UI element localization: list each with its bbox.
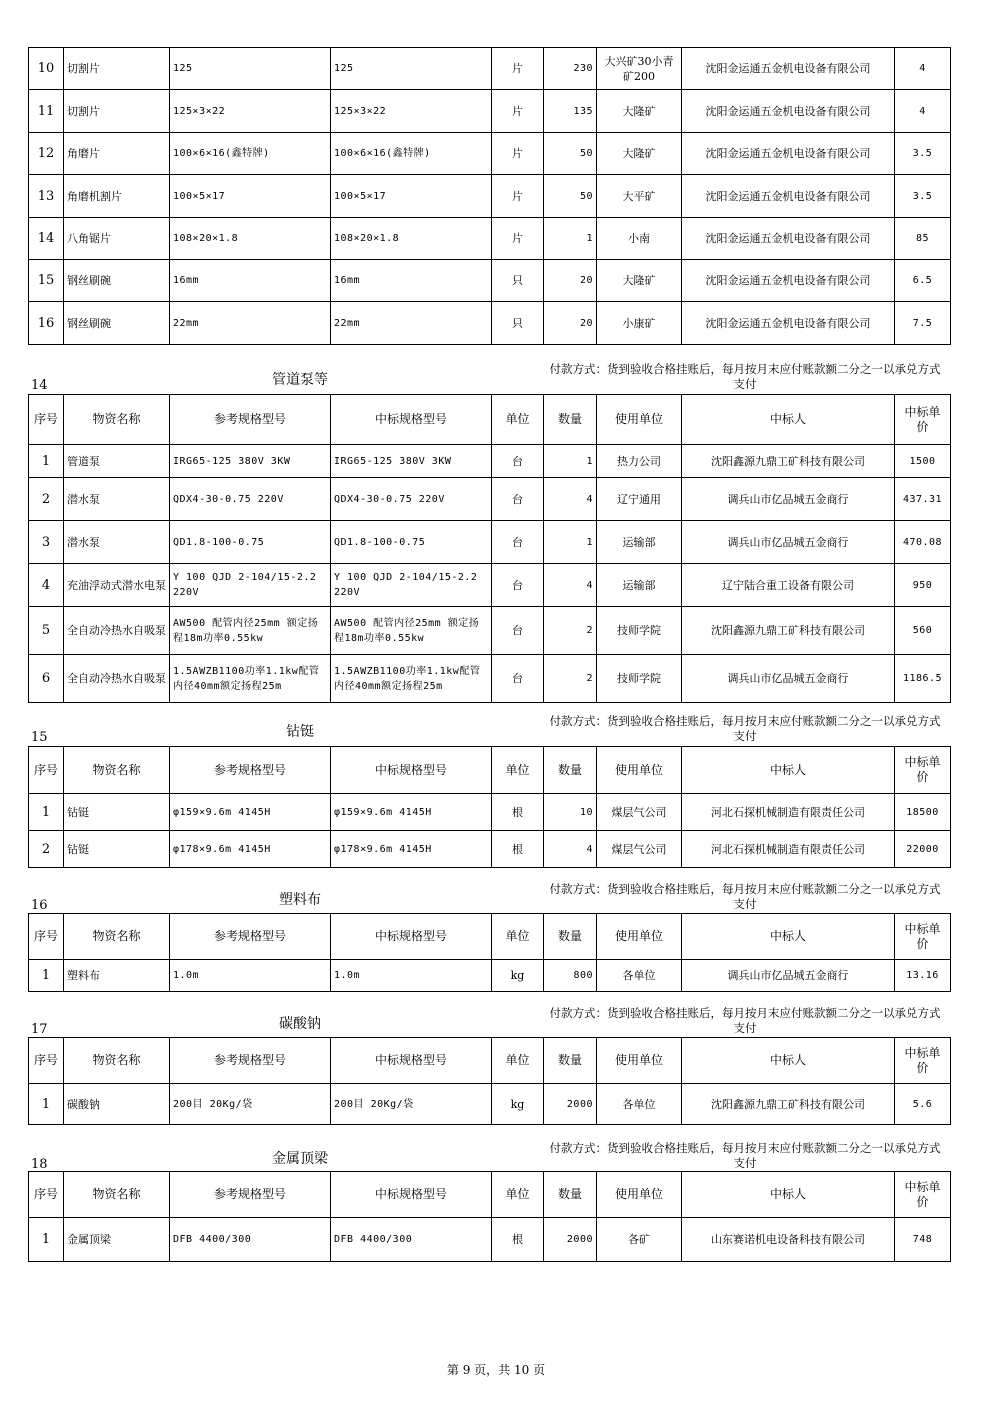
cell-user: 运输部: [597, 564, 682, 607]
header-qty: 数量: [544, 1172, 597, 1218]
cell-qty: 20: [544, 260, 597, 302]
cell-name: 全自动冷热水自吸泵: [64, 655, 170, 703]
cell-user: 大平矿: [597, 175, 682, 218]
cell-qty: 2: [544, 655, 597, 703]
header-bid-spec: 中标规格型号: [331, 914, 492, 960]
cell-winner: 沈阳鑫源九鼎工矿科技有限公司: [682, 607, 895, 655]
cell-price: 5.6: [895, 1084, 951, 1125]
cell-seq: 1: [29, 1218, 64, 1262]
cell-bid-spec: DFB 4400/300: [331, 1218, 492, 1262]
cell-name: 切割片: [64, 90, 170, 133]
cell-unit: 只: [492, 260, 544, 302]
cell-seq: 10: [29, 48, 64, 90]
cell-name: 金属顶梁: [64, 1218, 170, 1262]
cell-name: 潜水泵: [64, 478, 170, 521]
header-seq: 序号: [29, 914, 64, 960]
cell-qty: 2000: [544, 1084, 597, 1125]
table-header-row: [29, 747, 951, 794]
cell-unit: kg: [492, 1084, 544, 1125]
header-bid-spec: 中标规格型号: [331, 395, 492, 445]
cell-qty: 1: [544, 445, 597, 478]
cell-price: 1500: [895, 445, 951, 478]
header-bid-spec: 中标规格型号: [331, 1038, 492, 1084]
cell-user: 小南: [597, 218, 682, 260]
cell-price: 3.5: [895, 175, 951, 218]
cell-name: 钻铤: [64, 831, 170, 868]
cell-user: 大隆矿: [597, 90, 682, 133]
cell-bid-spec: 1.5AWZB1100功率1.1kw配管内径40mm额定扬程25m: [331, 655, 492, 703]
cell-seq: 11: [29, 90, 64, 133]
cell-user: 大隆矿: [597, 260, 682, 302]
cell-seq: 15: [29, 260, 64, 302]
cell-price: 470.08: [895, 521, 951, 564]
cell-unit: 台: [492, 607, 544, 655]
cell-user: 煤层气公司: [597, 794, 682, 831]
cell-ref-spec: 125×3×22: [170, 90, 331, 133]
header-winner: 中标人: [682, 914, 895, 960]
items-table: [28, 746, 951, 868]
cell-seq: 16: [29, 302, 64, 345]
table-row: [29, 445, 951, 478]
table-row: [29, 90, 951, 133]
header-user: 使用单位: [597, 1172, 682, 1218]
header-price: 中标单价: [895, 747, 951, 794]
cell-bid-spec: IRG65-125 380V 3KW: [331, 445, 492, 478]
items-table: [28, 913, 951, 992]
cell-name: 切割片: [64, 48, 170, 90]
cell-ref-spec: 200目 20Kg/袋: [170, 1084, 331, 1125]
section-number: 16: [31, 898, 48, 913]
cell-qty: 800: [544, 960, 597, 992]
cell-bid-spec: φ159×9.6m 4145H: [331, 794, 492, 831]
table-row: [29, 831, 951, 868]
items-table: [28, 1171, 951, 1262]
table-header-row: [29, 914, 951, 960]
cell-name: 碳酸钠: [64, 1084, 170, 1125]
header-winner: 中标人: [682, 395, 895, 445]
cell-winner: 调兵山市亿品城五金商行: [682, 478, 895, 521]
cell-winner: 调兵山市亿品城五金商行: [682, 655, 895, 703]
header-unit: 单位: [492, 914, 544, 960]
cell-user: 煤层气公司: [597, 831, 682, 868]
cell-user: 技师学院: [597, 607, 682, 655]
cell-ref-spec: 100×5×17: [170, 175, 331, 218]
cell-seq: 2: [29, 831, 64, 868]
cell-user: 各单位: [597, 1084, 682, 1125]
cell-qty: 135: [544, 90, 597, 133]
cell-ref-spec: 108×20×1.8: [170, 218, 331, 260]
table-row: [29, 1084, 951, 1125]
cell-name: 钻铤: [64, 794, 170, 831]
cell-ref-spec: 125: [170, 48, 331, 90]
cell-ref-spec: 22mm: [170, 302, 331, 345]
cell-seq: 1: [29, 794, 64, 831]
cell-qty: 50: [544, 175, 597, 218]
section-number: 18: [31, 1157, 48, 1172]
cell-winner: 山东赛诺机电设备科技有限公司: [682, 1218, 895, 1262]
table-row: [29, 260, 951, 302]
cell-unit: kg: [492, 960, 544, 992]
header-name: 物资名称: [64, 914, 170, 960]
cell-unit: 只: [492, 302, 544, 345]
cell-user: 热力公司: [597, 445, 682, 478]
payment-terms: 付款方式：货到验收合格挂账后，每月按月末应付账款额二分之一以承兑方式支付: [549, 362, 941, 391]
table-row: [29, 521, 951, 564]
cell-ref-spec: IRG65-125 380V 3KW: [170, 445, 331, 478]
cell-unit: 台: [492, 521, 544, 564]
table-header-row: [29, 395, 951, 445]
cell-price: 13.16: [895, 960, 951, 992]
cell-unit: 根: [492, 794, 544, 831]
cell-unit: 片: [492, 90, 544, 133]
cell-winner: 沈阳金运通五金机电设备有限公司: [682, 302, 895, 345]
cell-ref-spec: φ159×9.6m 4145H: [170, 794, 331, 831]
cell-ref-spec: 100×6×16(鑫特牌): [170, 133, 331, 175]
cell-winner: 沈阳金运通五金机电设备有限公司: [682, 90, 895, 133]
cell-ref-spec: Y 100 QJD 2-104/15-2.2 220V: [170, 564, 331, 607]
table-row: [29, 1218, 951, 1262]
cell-bid-spec: AW500 配管内径25mm 额定扬程18m功率0.55kw: [331, 607, 492, 655]
cell-user: 运输部: [597, 521, 682, 564]
header-price: 中标单价: [895, 1038, 951, 1084]
cell-user: 技师学院: [597, 655, 682, 703]
cell-bid-spec: φ178×9.6m 4145H: [331, 831, 492, 868]
cell-seq: 6: [29, 655, 64, 703]
header-name: 物资名称: [64, 747, 170, 794]
cell-ref-spec: 1.0m: [170, 960, 331, 992]
header-unit: 单位: [492, 1038, 544, 1084]
cell-bid-spec: 108×20×1.8: [331, 218, 492, 260]
cell-seq: 5: [29, 607, 64, 655]
cell-price: 950: [895, 564, 951, 607]
cell-unit: 根: [492, 831, 544, 868]
cell-unit: 台: [492, 478, 544, 521]
cell-winner: 沈阳金运通五金机电设备有限公司: [682, 175, 895, 218]
cell-price: 4: [895, 90, 951, 133]
header-ref-spec: 参考规格型号: [170, 747, 331, 794]
table-header-row: [29, 1038, 951, 1084]
cell-price: 22000: [895, 831, 951, 868]
cell-unit: 片: [492, 133, 544, 175]
cell-bid-spec: QD1.8-100-0.75: [331, 521, 492, 564]
header-user: 使用单位: [597, 747, 682, 794]
header-seq: 序号: [29, 747, 64, 794]
cell-ref-spec: AW500 配管内径25mm 额定扬程18m功率0.55kw: [170, 607, 331, 655]
section-number: 15: [31, 730, 48, 745]
cell-qty: 1: [544, 218, 597, 260]
header-name: 物资名称: [64, 395, 170, 445]
cell-name: 角磨片: [64, 133, 170, 175]
cell-qty: 10: [544, 794, 597, 831]
table-row: [29, 175, 951, 218]
cell-name: 充油浮动式潜水电泵: [64, 564, 170, 607]
cell-user: 各矿: [597, 1218, 682, 1262]
cell-name: 角磨机割片: [64, 175, 170, 218]
cell-ref-spec: QD1.8-100-0.75: [170, 521, 331, 564]
cell-name: 八角锯片: [64, 218, 170, 260]
header-user: 使用单位: [597, 914, 682, 960]
cell-unit: 根: [492, 1218, 544, 1262]
cell-name: 管道泵: [64, 445, 170, 478]
header-price: 中标单价: [895, 1172, 951, 1218]
cell-unit: 片: [492, 218, 544, 260]
header-ref-spec: 参考规格型号: [170, 1172, 331, 1218]
cell-price: 85: [895, 218, 951, 260]
section-number: 14: [31, 378, 48, 393]
header-bid-spec: 中标规格型号: [331, 1172, 492, 1218]
top-items-table: [28, 47, 951, 345]
section-title: 金属顶梁: [272, 1151, 328, 1167]
section-title: 碳酸钠: [279, 1016, 321, 1032]
cell-name: 钢丝刷碗: [64, 302, 170, 345]
payment-terms: 付款方式：货到验收合格挂账后，每月按月末应付账款额二分之一以承兑方式支付: [549, 882, 941, 911]
cell-qty: 4: [544, 831, 597, 868]
table-row: [29, 607, 951, 655]
cell-qty: 230: [544, 48, 597, 90]
cell-ref-spec: 1.5AWZB1100功率1.1kw配管内径40mm额定扬程25m: [170, 655, 331, 703]
cell-winner: 调兵山市亿品城五金商行: [682, 521, 895, 564]
header-winner: 中标人: [682, 1038, 895, 1084]
cell-seq: 1: [29, 1084, 64, 1125]
cell-seq: 3: [29, 521, 64, 564]
cell-bid-spec: 100×6×16(鑫特牌): [331, 133, 492, 175]
table-header-row: [29, 1172, 951, 1218]
cell-seq: 1: [29, 445, 64, 478]
table-row: [29, 564, 951, 607]
items-table: [28, 394, 951, 703]
cell-bid-spec: 1.0m: [331, 960, 492, 992]
cell-winner: 河北石探机械制造有限责任公司: [682, 831, 895, 868]
cell-bid-spec: 125: [331, 48, 492, 90]
cell-name: 潜水泵: [64, 521, 170, 564]
cell-qty: 4: [544, 564, 597, 607]
payment-terms: 付款方式：货到验收合格挂账后，每月按月末应付账款额二分之一以承兑方式支付: [549, 1006, 941, 1035]
cell-bid-spec: 100×5×17: [331, 175, 492, 218]
header-qty: 数量: [544, 747, 597, 794]
cell-ref-spec: DFB 4400/300: [170, 1218, 331, 1262]
payment-terms: 付款方式：货到验收合格挂账后，每月按月末应付账款额二分之一以承兑方式支付: [549, 714, 941, 743]
table-row: [29, 794, 951, 831]
cell-name: 钢丝刷碗: [64, 260, 170, 302]
cell-price: 7.5: [895, 302, 951, 345]
cell-winner: 辽宁陆合重工设备有限公司: [682, 564, 895, 607]
cell-bid-spec: Y 100 QJD 2-104/15-2.2 220V: [331, 564, 492, 607]
cell-ref-spec: QDX4-30-0.75 220V: [170, 478, 331, 521]
cell-qty: 1: [544, 521, 597, 564]
cell-bid-spec: 16mm: [331, 260, 492, 302]
cell-winner: 沈阳金运通五金机电设备有限公司: [682, 218, 895, 260]
table-row: [29, 960, 951, 992]
header-user: 使用单位: [597, 395, 682, 445]
cell-bid-spec: 22mm: [331, 302, 492, 345]
cell-unit: 台: [492, 655, 544, 703]
cell-bid-spec: 125×3×22: [331, 90, 492, 133]
cell-user: 小康矿: [597, 302, 682, 345]
header-seq: 序号: [29, 1038, 64, 1084]
cell-user: 大隆矿: [597, 133, 682, 175]
table-row: [29, 655, 951, 703]
cell-unit: 片: [492, 48, 544, 90]
cell-price: 3.5: [895, 133, 951, 175]
header-unit: 单位: [492, 395, 544, 445]
section-title: 管道泵等: [272, 372, 328, 388]
header-qty: 数量: [544, 395, 597, 445]
cell-winner: 河北石探机械制造有限责任公司: [682, 794, 895, 831]
header-seq: 序号: [29, 395, 64, 445]
cell-unit: 台: [492, 445, 544, 478]
section-title: 塑料布: [279, 892, 321, 908]
cell-unit: 台: [492, 564, 544, 607]
cell-unit: 片: [492, 175, 544, 218]
header-bid-spec: 中标规格型号: [331, 747, 492, 794]
cell-price: 437.31: [895, 478, 951, 521]
section-title: 钻铤: [286, 724, 314, 740]
cell-price: 560: [895, 607, 951, 655]
cell-winner: 沈阳金运通五金机电设备有限公司: [682, 260, 895, 302]
cell-seq: 13: [29, 175, 64, 218]
items-table: [28, 1037, 951, 1125]
header-price: 中标单价: [895, 914, 951, 960]
cell-qty: 20: [544, 302, 597, 345]
cell-seq: 4: [29, 564, 64, 607]
header-qty: 数量: [544, 914, 597, 960]
cell-ref-spec: 16mm: [170, 260, 331, 302]
cell-seq: 14: [29, 218, 64, 260]
cell-winner: 沈阳金运通五金机电设备有限公司: [682, 133, 895, 175]
cell-qty: 2: [544, 607, 597, 655]
cell-price: 6.5: [895, 260, 951, 302]
cell-seq: 12: [29, 133, 64, 175]
cell-ref-spec: φ178×9.6m 4145H: [170, 831, 331, 868]
section-number: 17: [31, 1022, 48, 1037]
cell-seq: 2: [29, 478, 64, 521]
cell-user: 大兴矿30小青矿200: [597, 48, 682, 90]
cell-name: 塑料布: [64, 960, 170, 992]
cell-bid-spec: 200目 20Kg/袋: [331, 1084, 492, 1125]
header-unit: 单位: [492, 1172, 544, 1218]
cell-user: 各单位: [597, 960, 682, 992]
cell-user: 辽宁通用: [597, 478, 682, 521]
cell-qty: 50: [544, 133, 597, 175]
cell-price: 18500: [895, 794, 951, 831]
payment-terms: 付款方式：货到验收合格挂账后，每月按月末应付账款额二分之一以承兑方式支付: [549, 1141, 941, 1170]
cell-winner: 调兵山市亿品城五金商行: [682, 960, 895, 992]
table-row: [29, 478, 951, 521]
header-user: 使用单位: [597, 1038, 682, 1084]
table-row: [29, 302, 951, 345]
table-row: [29, 218, 951, 260]
cell-seq: 1: [29, 960, 64, 992]
header-unit: 单位: [492, 747, 544, 794]
cell-winner: 沈阳鑫源九鼎工矿科技有限公司: [682, 1084, 895, 1125]
header-name: 物资名称: [64, 1038, 170, 1084]
cell-qty: 4: [544, 478, 597, 521]
cell-winner: 沈阳鑫源九鼎工矿科技有限公司: [682, 445, 895, 478]
header-seq: 序号: [29, 1172, 64, 1218]
header-ref-spec: 参考规格型号: [170, 914, 331, 960]
cell-qty: 2000: [544, 1218, 597, 1262]
header-winner: 中标人: [682, 1172, 895, 1218]
table-row: [29, 48, 951, 90]
cell-name: 全自动冷热水自吸泵: [64, 607, 170, 655]
cell-winner: 沈阳金运通五金机电设备有限公司: [682, 48, 895, 90]
header-price: 中标单价: [895, 395, 951, 445]
header-name: 物资名称: [64, 1172, 170, 1218]
page-footer: 第 9 页，共 10 页: [446, 1363, 546, 1377]
cell-bid-spec: QDX4-30-0.75 220V: [331, 478, 492, 521]
header-ref-spec: 参考规格型号: [170, 395, 331, 445]
header-winner: 中标人: [682, 747, 895, 794]
header-ref-spec: 参考规格型号: [170, 1038, 331, 1084]
header-qty: 数量: [544, 1038, 597, 1084]
cell-price: 4: [895, 48, 951, 90]
table-row: [29, 133, 951, 175]
cell-price: 1186.5: [895, 655, 951, 703]
cell-price: 748: [895, 1218, 951, 1262]
